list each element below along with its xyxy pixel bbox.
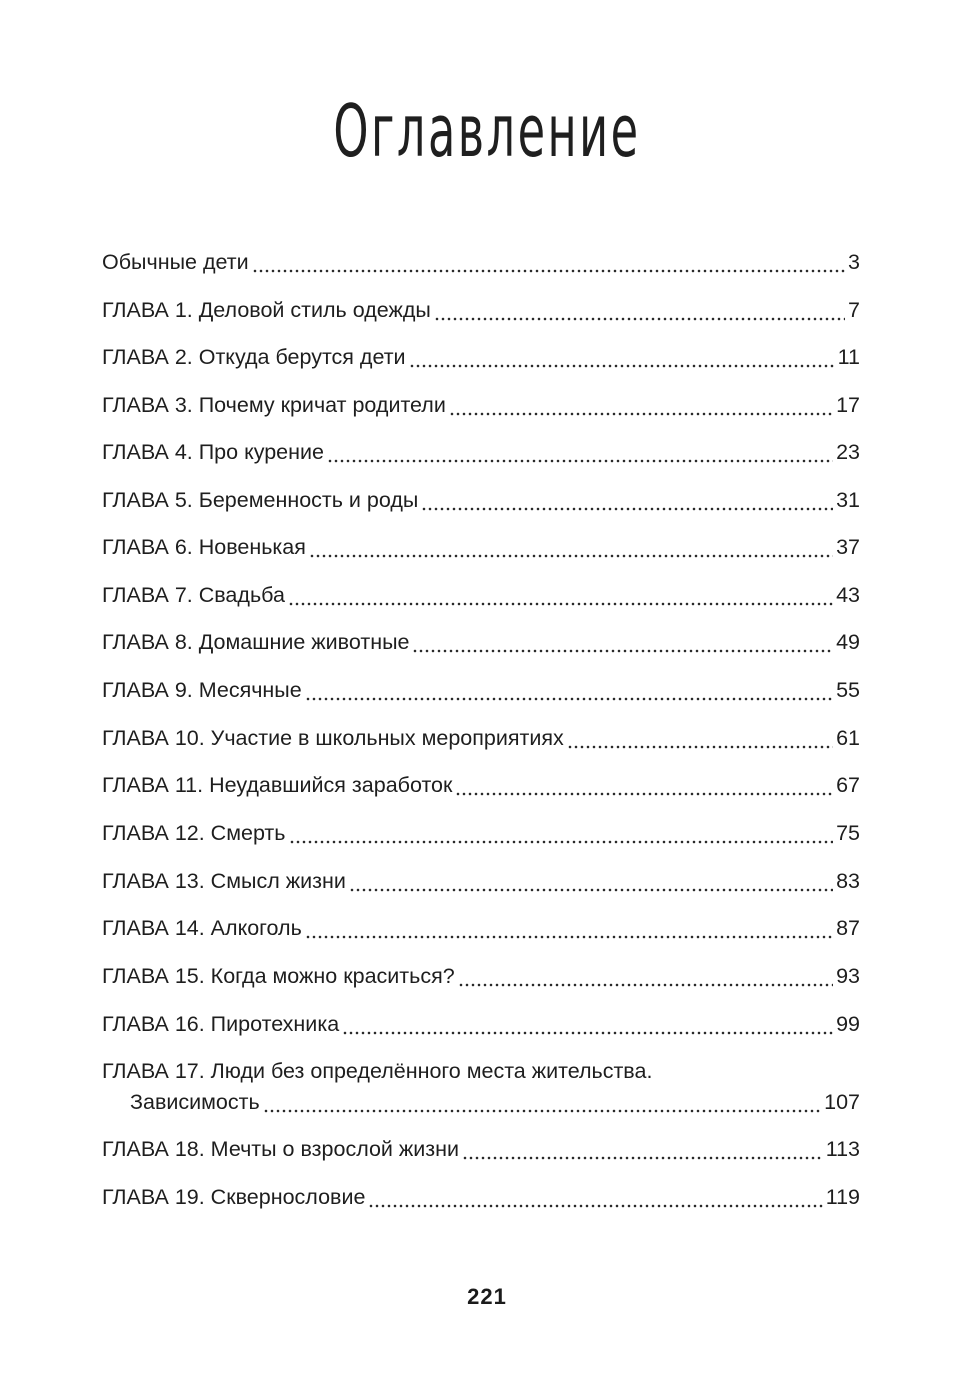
dot-leader: [309, 533, 833, 561]
toc-entry[interactable]: [102, 1135, 860, 1163]
dot-leader: [327, 438, 833, 466]
dot-leader: [434, 296, 845, 324]
toc-entry-page: 17: [836, 393, 860, 417]
toc-entry-label: ГЛАВА 14. Алкоголь: [102, 916, 302, 940]
toc-entry-label: ГЛАВА 19. Сквернословие: [102, 1185, 366, 1209]
toc-entry-page: 119: [825, 1185, 860, 1209]
toc-entry[interactable]: [102, 1183, 860, 1211]
toc-entry[interactable]: [102, 296, 860, 324]
toc-entry-continuation: Зависимость: [130, 1090, 260, 1114]
toc-entry-page: 113: [825, 1137, 860, 1161]
dot-leader: [305, 914, 833, 942]
toc-entry-label: ГЛАВА 7. Свадьба: [102, 583, 285, 607]
toc-entry-page: 61: [836, 726, 860, 750]
dot-leader: [349, 867, 833, 895]
toc-entry-label: ГЛАВА 1. Деловой стиль одежды: [102, 298, 431, 322]
toc-entry-page: 67: [836, 773, 860, 797]
toc-entry[interactable]: [102, 962, 860, 990]
dot-leader: [342, 1010, 833, 1038]
toc-entry[interactable]: [102, 867, 860, 895]
dot-leader: [305, 676, 833, 704]
toc-entry-page: 99: [836, 1012, 860, 1036]
toc-entry[interactable]: [102, 391, 860, 419]
toc-entry[interactable]: [102, 486, 860, 514]
dot-leader: [288, 581, 833, 609]
toc-entry[interactable]: [102, 581, 860, 609]
toc-entry-page: 37: [836, 535, 860, 559]
toc-entry[interactable]: [130, 1088, 860, 1116]
toc-entry-page: 87: [836, 916, 860, 940]
toc-entry-page: 7: [848, 298, 860, 322]
toc-entry[interactable]: [102, 628, 860, 656]
dot-leader: [252, 248, 845, 276]
page-title: Оглавление: [333, 89, 641, 173]
toc-entry-page: 55: [836, 678, 860, 702]
dot-leader: [368, 1183, 822, 1211]
dot-leader: [458, 962, 833, 990]
toc-entry-page: 83: [836, 869, 860, 893]
dot-leader: [455, 771, 833, 799]
dot-leader: [263, 1088, 821, 1116]
toc-entry-label: ГЛАВА 3. Почему кричат родители: [102, 393, 446, 417]
toc-entry-page: 107: [824, 1090, 860, 1114]
toc-entry-label: ГЛАВА 13. Смысл жизни: [102, 869, 346, 893]
toc-entry-page: 23: [836, 440, 860, 464]
toc-entry-label[interactable]: ГЛАВА 17. Люди без определённого места жительства.: [102, 1059, 653, 1083]
toc-entry-page: 31: [836, 488, 860, 512]
toc-entry[interactable]: [102, 914, 860, 942]
toc-entry[interactable]: [102, 533, 860, 561]
toc-entry[interactable]: [102, 724, 860, 752]
toc-entry-label: ГЛАВА 4. Про курение: [102, 440, 324, 464]
toc-entry-label: ГЛАВА 16. Пиротехника: [102, 1012, 340, 1036]
toc-entry[interactable]: [102, 771, 860, 799]
dot-leader: [567, 724, 833, 752]
dot-leader: [412, 628, 833, 656]
dot-leader: [289, 819, 834, 847]
toc-entry-label: ГЛАВА 10. Участие в школьных мероприятиях: [102, 726, 564, 750]
toc-entry-label: ГЛАВА 15. Когда можно краситься?: [102, 964, 455, 988]
toc-entry[interactable]: [102, 248, 860, 276]
toc-entry-label: ГЛАВА 18. Мечты о взрослой жизни: [102, 1137, 460, 1161]
dot-leader: [449, 391, 833, 419]
toc-entry[interactable]: [102, 343, 860, 371]
dot-leader: [409, 343, 835, 371]
toc-entry[interactable]: [102, 819, 860, 847]
toc-entry-page: 11: [837, 345, 860, 369]
dot-leader: [421, 486, 833, 514]
toc-entry-page: 3: [848, 250, 860, 274]
toc-entry-label: ГЛАВА 11. Неудавшийся заработок: [102, 773, 453, 797]
toc-entry[interactable]: [102, 1010, 860, 1038]
toc-entry-label: ГЛАВА 12. Смерть: [102, 821, 286, 845]
toc-entry-label: Обычные дети: [102, 250, 249, 274]
toc-entry-page: 49: [836, 630, 860, 654]
toc-entry-page: 75: [836, 821, 860, 845]
toc-entry-label: ГЛАВА 5. Беременность и роды: [102, 488, 419, 512]
toc-entry-label: ГЛАВА 2. Откуда берутся дети: [102, 345, 406, 369]
toc-entry-page: 43: [836, 583, 860, 607]
dot-leader: [462, 1135, 823, 1163]
toc-entry-page: 93: [836, 964, 860, 988]
page-number: 221: [467, 1284, 507, 1309]
toc-entry-label: ГЛАВА 9. Месячные: [102, 678, 302, 702]
toc-entry[interactable]: [102, 438, 860, 466]
toc-entry[interactable]: [102, 676, 860, 704]
toc-entry-label: ГЛАВА 8. Домашние животные: [102, 630, 410, 654]
toc-entry-label: ГЛАВА 6. Новенькая: [102, 535, 306, 559]
